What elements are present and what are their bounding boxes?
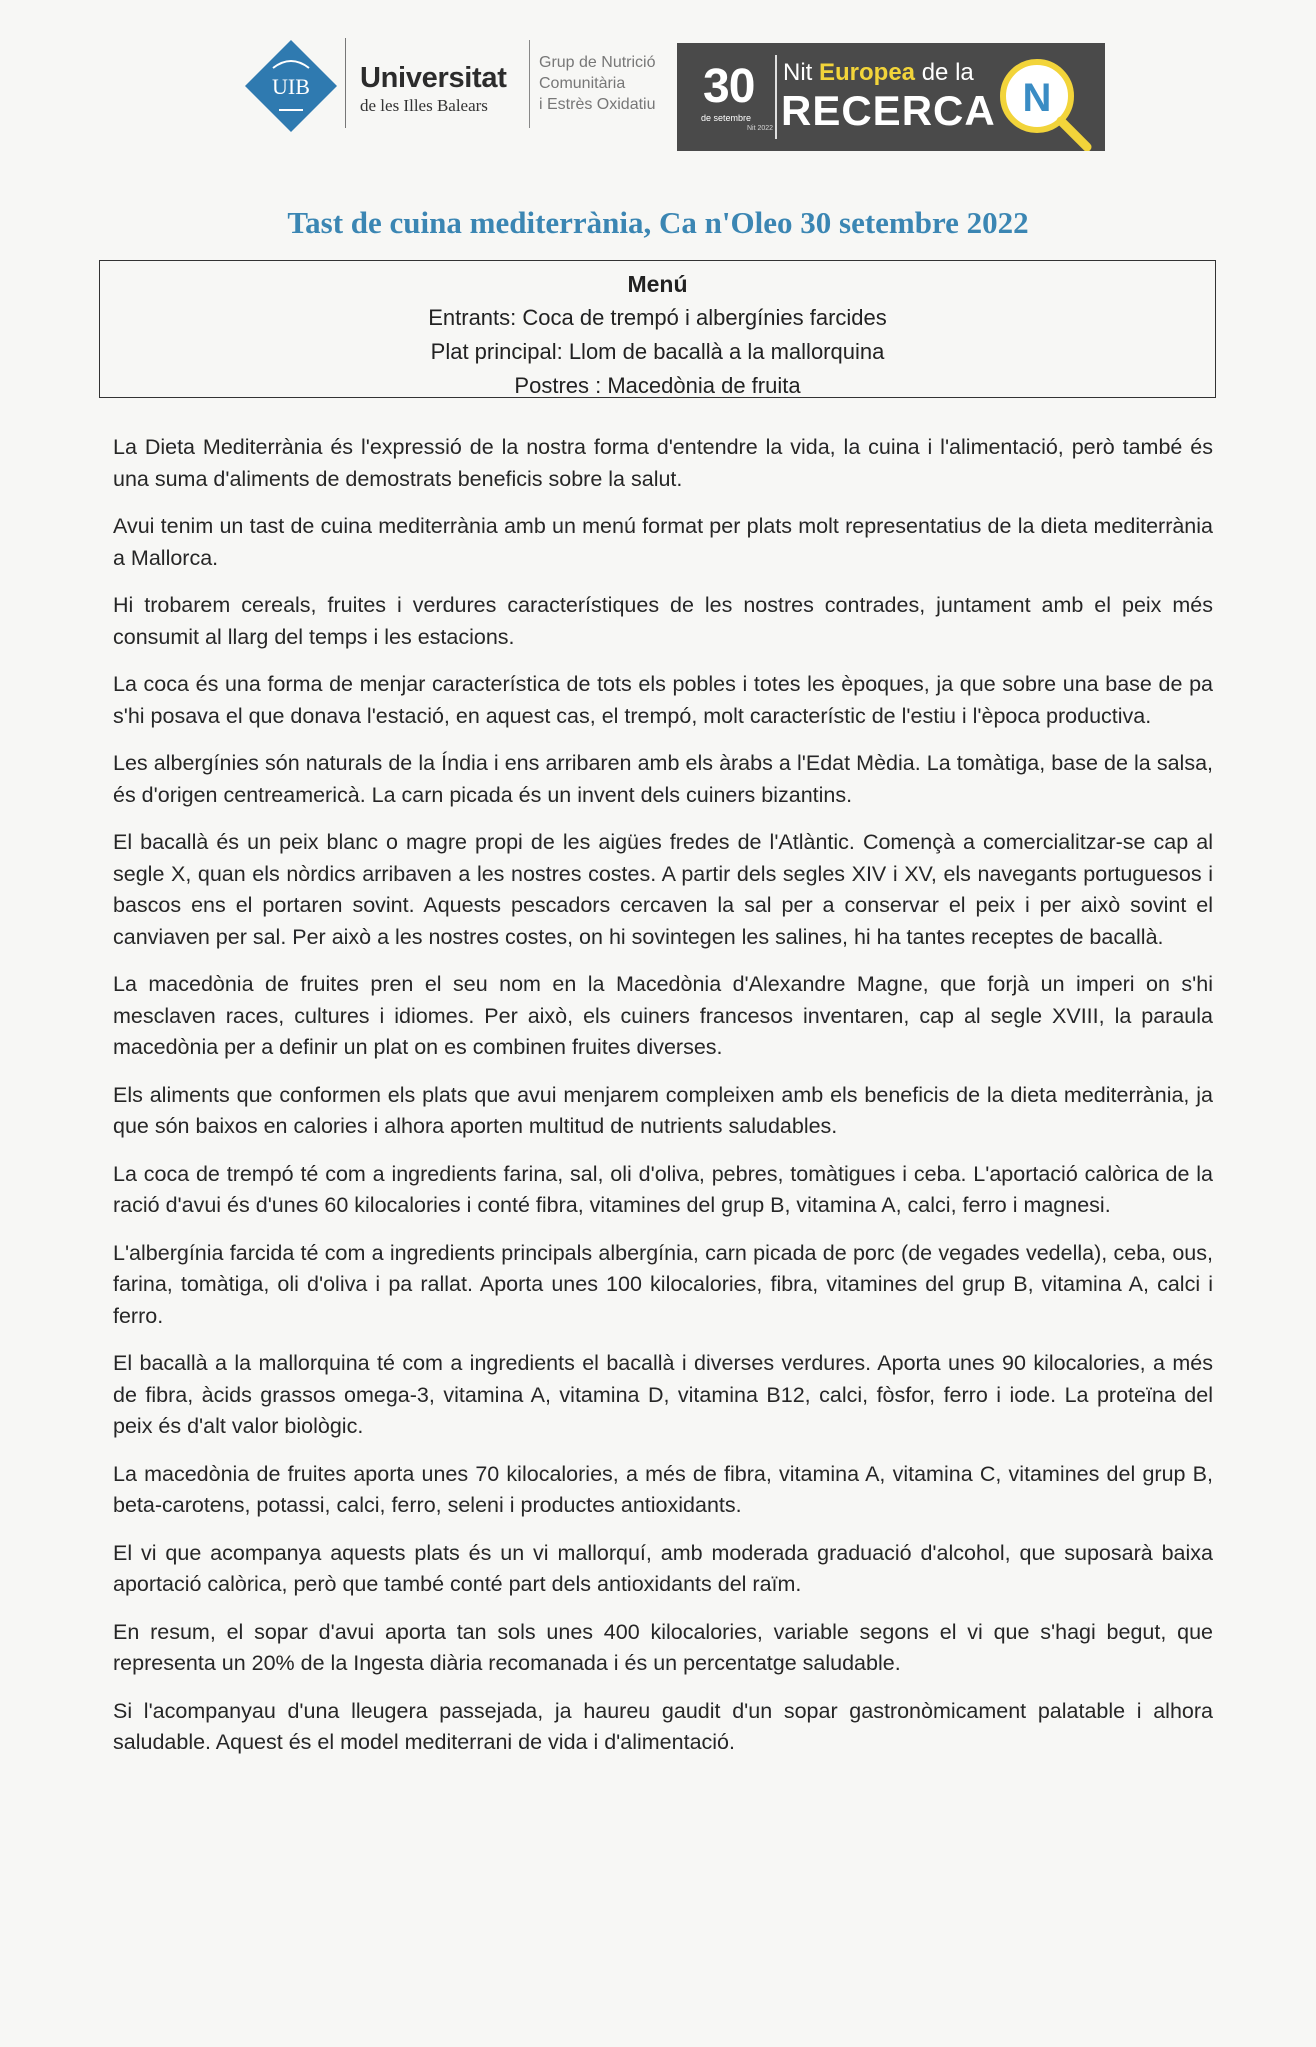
nit-badge-letter: N	[1022, 76, 1052, 120]
nit-line1-b: Europea	[819, 59, 916, 86]
menu-item: Entrants: Coca de trempó i albergínies farcides	[428, 305, 887, 330]
menu-item: Plat principal: Llom de bacallà a la mallorquina	[430, 339, 885, 364]
paragraph: En resum, el sopar d'avui aporta tan sols unes 400 kilocalories, variable segons el vi que s'hagi begut, que representa un 20% de la Ingesta diària recomanada i és un percentatge saludable.	[113, 1619, 1213, 1675]
paragraph: Els aliments que conformen els plats que avui menjarem compleixen amb els beneficis de la dieta mediterrània, ja que són baixos en calories i alhora aporten multitud de nutrients saludables.	[113, 1082, 1213, 1138]
paragraph: La Dieta Mediterrània és l'expressió de la nostra forma d'entendre la vida, la cuina i l'alimentació, però també és una suma d'aliments de demostrats beneficis sobre la salut.	[113, 435, 1213, 491]
university-subtitle: de les Illes Balears	[360, 96, 488, 115]
paragraph: La macedònia de fruites pren el seu nom en la Macedònia d'Alexandre Magne, que forjà un imperi on s'hi mesclaven races, cultures i idiomes. Per això, els cuiners francesos inventaren, cap al segle XVIII, la paraula macedònia per a definir un plat on es combinen fruites diverses.	[113, 972, 1213, 1059]
research-group-name	[539, 52, 656, 115]
paragraph: La coca és una forma de menjar característica de tots els pobles i totes les èpoques, ja que sobre una base de pa s'hi posava el que donava l'estació, en aquest cas, el trempó, molt característic de l'estiu i l'època productiva.	[113, 672, 1213, 728]
paragraph: Hi trobarem cereals, fruites i verdures característiques de les nostres contrades, juntament amb el peix més consumit al llarg del temps i les estacions.	[113, 593, 1213, 649]
page-title: Tast de cuina mediterrània, Ca n'Oleo 30 setembre 2022	[287, 205, 1029, 240]
nit-month: de setembre	[701, 113, 752, 123]
paragraph: Les albergínies són naturals de la Índia i ens arribaren amb els àrabs a l'Edat Mèdia. La tomàtiga, base de la salsa, és d'origen centreamericà. La carn picada és un invent dels cuiners bizantins.	[113, 751, 1213, 807]
paragraph: El bacallà a la mallorquina té com a ingredients el bacallà i diverses verdures. Aporta unes 90 kilocalories, a més de fibra, àcids grassos omega-3, vitamina A, vitamina D, vitamina B12, calci, fòsfor, ferro i iode. La proteïna del peix és d'alt valor biològic.	[113, 1351, 1213, 1438]
nit-line1	[783, 59, 974, 87]
page-header	[0, 0, 1316, 170]
paragraph: La coca de trempó té com a ingredients farina, sal, oli d'oliva, pebres, tomàtigues i ceba. L'aportació calòrica de la ració d'avui és d'unes 60 kilocalories i conté fibra, vitamines del grup B, vitamina A, calci, ferro i magnesi.	[113, 1161, 1213, 1217]
paragraph: Si l'acompanyau d'una lleugera passejada, ja haureu gaudit d'un sopar gastronòmicament palatable i alhora saludable. Aquest és el model mediterrani de vida i d'alimentació.	[113, 1698, 1213, 1754]
menu-item: Postres : Macedònia de fruita	[514, 373, 801, 398]
header-divider	[345, 38, 346, 128]
paragraph: L'albergínia farcida té com a ingredients principals albergínia, carn picada de porc (de vegades vedella), ceba, ous, farina, tomàtiga, oli d'oliva i pa rallat. Aporta unes 100 kilocalories, fibra, vitamines del grup B, vitamina A, calci i ferro.	[113, 1240, 1213, 1328]
nit-year: Nit 2022	[747, 125, 774, 132]
uib-logo-text: UIB	[272, 74, 310, 99]
university-name: Universitat	[360, 62, 507, 94]
paragraph: El vi que acompanya aquests plats és un vi mallorquí, amb moderada graduació d'alcohol, que suposarà baixa aportació calòrica, però que també conté part dels antioxidants del raïm.	[113, 1540, 1213, 1596]
uib-logo-icon	[243, 38, 339, 134]
header-divider-2	[529, 40, 530, 128]
paragraph: El bacallà és un peix blanc o magre propi de les aigües fredes de l'Atlàntic. Començà a comercialitzar-se cap al segle X, quan els nòrdics arribaven a les nostres costes. A partir dels segles XIV i XV, els navegants portuguesos i bascos ens el portaren sovint. Aquests pescadors cercaven la sal per a conservar el peix i per això sovint el canviaven per sal. Per això a les nostres costes, on hi sovintegen les salines, hi ha tantes receptes de bacallà.	[113, 830, 1213, 949]
paragraph: La macedònia de fruites aporta unes 70 kilocalories, a més de fibra, vitamina A, vitamina C, vitamines del grup B, beta-carotens, potassi, calci, ferro, seleni i productes antioxidants.	[113, 1461, 1213, 1517]
group-line: i Estrès Oxidatiu	[539, 96, 656, 113]
nit-divider	[775, 55, 777, 139]
menu-heading: Menú	[627, 271, 688, 297]
group-line: Grup de Nutrició	[539, 54, 656, 71]
nit-line2: RECERCA	[781, 87, 996, 134]
paragraph: Avui tenim un tast de cuina mediterrània amb un menú format per plats molt representatius de la dieta mediterrània a Mallorca.	[113, 514, 1213, 570]
nit-recerca-banner	[677, 43, 1105, 151]
magnifying-glass-icon	[987, 51, 1097, 151]
nit-line1-a: Nit	[783, 59, 819, 86]
nit-line1-c: de la	[915, 59, 974, 86]
menu-box	[99, 260, 1216, 398]
document-body	[113, 432, 1213, 1775]
nit-day: 30	[703, 60, 755, 113]
group-line: Comunitària	[539, 75, 626, 92]
